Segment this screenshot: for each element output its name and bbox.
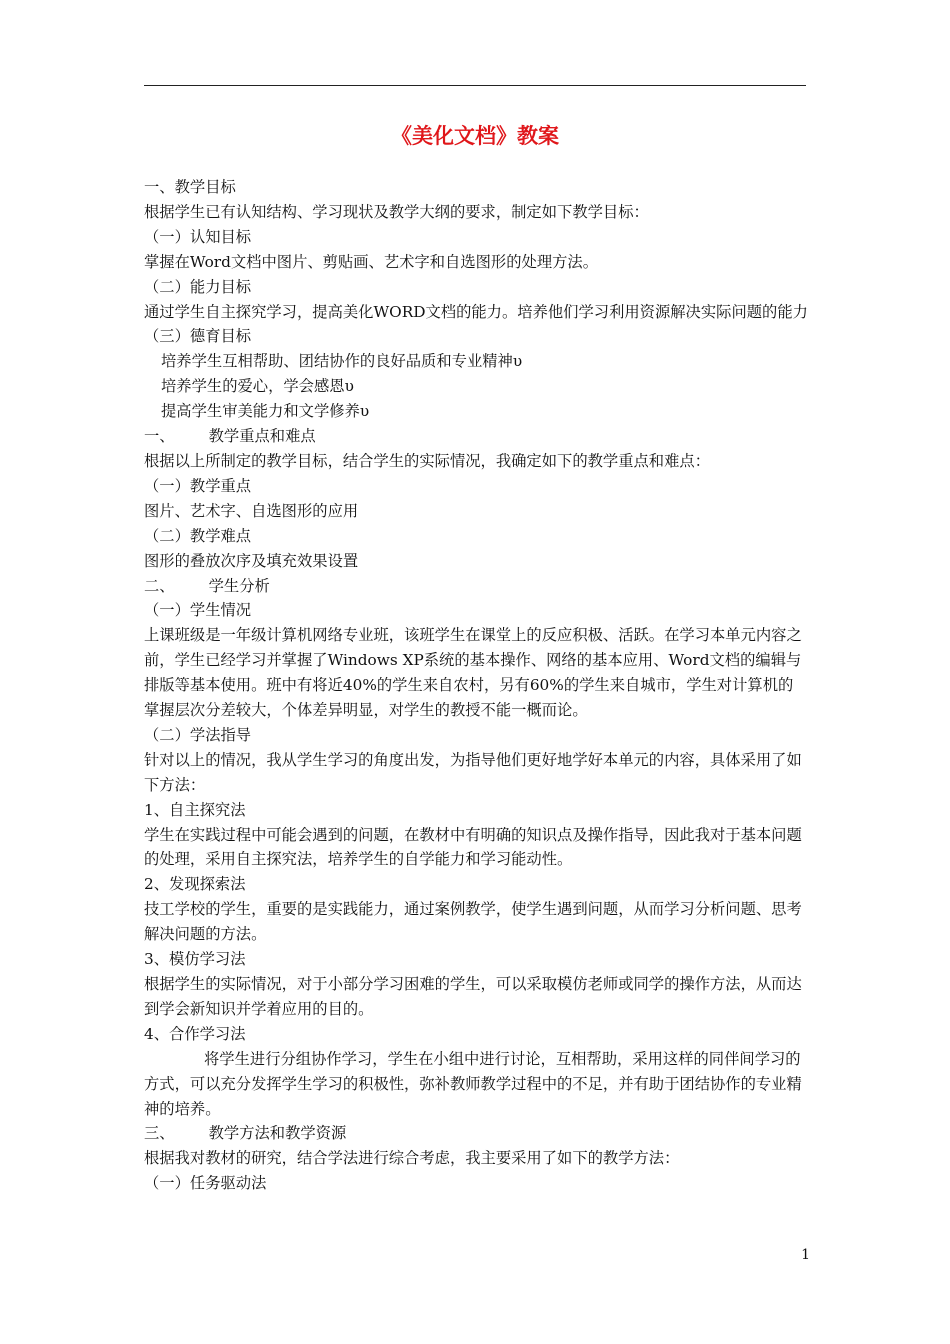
subsection-heading: （二）教学难点 — [144, 526, 252, 545]
section-title: 教学重点和难点 — [208, 427, 316, 446]
paragraph: 将学生进行分组协作学习，学生在小组中进行讨论，互相帮助，采用这样的同伴间学习的方式，可以充分发挥学生学习的积极性，弥补教师教学过程中的不足，并有助于团结协作的专业精神的培养。 — [144, 1049, 802, 1118]
paragraph: 图片、艺术字、自选图形的应用 — [144, 501, 359, 520]
subsection-heading: （二）学法指导 — [144, 725, 252, 744]
subsection-heading: （一）教学重点 — [144, 476, 252, 495]
method-heading: 4、合作学习法 — [144, 1024, 246, 1043]
method-heading: 3、模仿学习法 — [144, 950, 246, 969]
section-number: 二、 — [144, 576, 175, 595]
document-title: 《美化文档》教案 — [391, 124, 559, 148]
header-rule — [144, 85, 806, 86]
paragraph: 掌握在Word文档中图片、剪贴画、艺术字和自选图形的处理方法。 — [144, 252, 599, 271]
paragraph: 根据学生已有认知结构、学习现状及教学大纲的要求，制定如下教学目标： — [144, 202, 649, 221]
subsection-heading: （一）认知目标 — [144, 227, 252, 246]
section-number: 三、 — [144, 1124, 175, 1143]
method-heading: 1、自主探究法 — [144, 800, 246, 819]
paragraph: 根据学生的实际情况，对于小部分学习困难的学生，可以采取模仿老师或同学的操作方法，从而达到学会新知识并学着应用的目的。 — [144, 975, 802, 1018]
paragraph: 上课班级是一年级计算机网络专业班，该班学生在课堂上的反应积极、活跃。在学习本单元内容之前，学生已经学习并掌握了Windows XP系统的基本操作、网络的基本应用、Word文档的编辑与排版等基本使用。班中有将近40%的学生来自农村，另有60%的学生来自城市，学生对计算机的掌握层次分差较大，个体差异明显，对学生的教授不能一概而论。 — [144, 626, 802, 720]
section-heading — [144, 1121, 808, 1146]
paragraph: 根据以上所制定的教学目标，结合学生的实际情况，我确定如下的教学重点和难点： — [144, 451, 710, 470]
paragraph: 技工学校的学生，重要的是实践能力，通过案例教学，使学生遇到问题，从而学习分析问题、思考解决问题的方法。 — [144, 900, 802, 944]
section-heading — [144, 424, 808, 449]
method-heading: 2、发现探索法 — [144, 875, 246, 894]
section-title: 教学方法和教学资源 — [208, 1124, 347, 1143]
subsection-heading: （一）任务驱动法 — [144, 1174, 267, 1193]
subsection-heading: （三）德育目标 — [144, 327, 252, 346]
section-number: 一、 — [144, 427, 175, 446]
paragraph: 图形的叠放次序及填充效果设置 — [144, 551, 359, 570]
list-item: 提高学生审美能力和文学修养υ — [161, 402, 370, 421]
paragraph: 通过学生自主探究学习，提高美化WORD文档的能力。培养他们学习利用资源解决实际问题的能力 — [144, 302, 808, 321]
section-title: 学生分析 — [208, 576, 270, 595]
subsection-heading: （二）能力目标 — [144, 277, 252, 296]
paragraph: 根据我对教材的研究，结合学法进行综合考虑，我主要采用了如下的教学方法： — [144, 1149, 680, 1168]
paragraph: 学生在实践过程中可能会遇到的问题，在教材中有明确的知识点及操作指导，因此我对于基本问题的处理，采用自主探究法，培养学生的自学能力和学习能动性。 — [144, 825, 802, 869]
page-number: 1 — [801, 1247, 810, 1263]
document-body — [144, 175, 808, 1196]
list-item: 培养学生互相帮助、团结协作的良好品质和专业精神υ — [161, 352, 523, 371]
section-heading: 一、教学目标 — [144, 178, 236, 196]
section-heading — [144, 574, 808, 599]
subsection-heading: （一）学生情况 — [144, 601, 252, 620]
list-item: 培养学生的爱心，学会感恩υ — [161, 377, 354, 396]
paragraph: 针对以上的情况，我从学生学习的角度出发，为指导他们更好地学好本单元的内容，具体采用了如下方法： — [144, 750, 802, 794]
